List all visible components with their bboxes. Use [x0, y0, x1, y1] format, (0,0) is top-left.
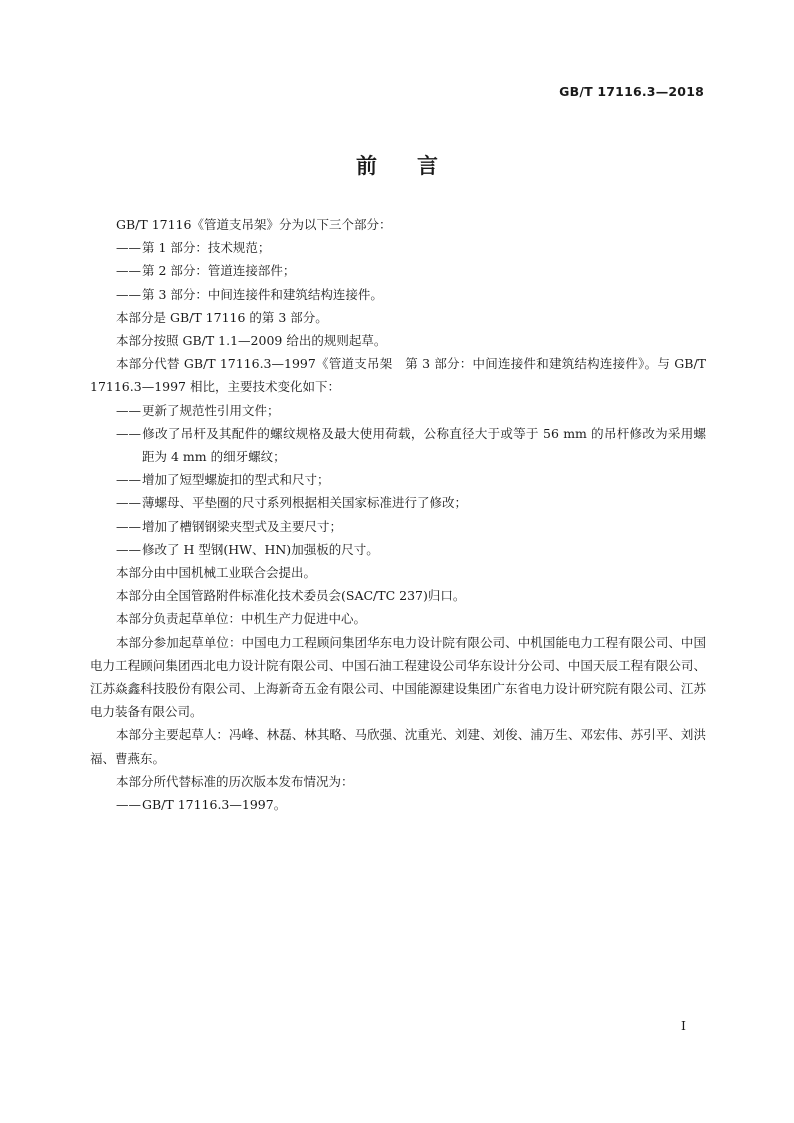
list-dash: ——: [116, 495, 141, 511]
list-dash: ——: [116, 541, 141, 557]
page-title: 前言: [356, 154, 478, 178]
paragraph: 本部分所代替标准的历次版本发布情况为：: [116, 773, 354, 789]
list-dash: ——: [116, 425, 141, 441]
list-item-text: 第 2 部分：管道连接部件；: [142, 263, 296, 279]
list-item-text: 修改了吊杆及其配件的螺纹规格及最大使用荷载，公称直径大于或等于 56 mm 的吊杆修改为采用螺距为 4 mm 的细牙螺纹；: [142, 425, 706, 465]
list-item-text: 修改了 H 型钢(HW、HN)加强板的尺寸。: [142, 541, 379, 557]
list-dash: ——: [116, 240, 141, 256]
list-item: [90, 283, 706, 306]
paragraph: 本部分按照 GB/T 1.1—2009 给出的规则起草。: [116, 333, 387, 349]
list-dash: ——: [116, 263, 141, 279]
paragraph: 本部分由中国机械工业联合会提出。: [116, 565, 317, 581]
page-number: I: [681, 1018, 686, 1033]
list-dash: ——: [116, 797, 141, 813]
list-item: [90, 491, 706, 514]
list-dash: ——: [116, 472, 141, 488]
list-item: [90, 793, 706, 816]
paragraph: GB/T 17116《管道支吊架》分为以下三个部分：: [116, 217, 392, 232]
list-item: [90, 259, 706, 282]
paragraph: 本部分代替 GB/T 17116.3—1997《管道支吊架 第 3 部分：中间连接件和建筑结构连接件》。与 GB/T 17116.3—1997 相比，主要技术变化如下：: [90, 356, 706, 395]
list-dash: ——: [116, 518, 141, 534]
paragraph: 本部分参加起草单位：中国电力工程顾问集团华东电力设计院有限公司、中机国能电力工程有限公司、中国电力工程顾问集团西北电力设计院有限公司、中国石油工程建设公司华东设计分公司、中国天辰工程有限公司、江苏焱鑫科技股份有限公司、上海新奇五金有限公司、中国能源建设集团广东省电力设计研究院有限公司、江苏电力装备有限公司。: [90, 634, 706, 720]
paragraph: 本部分主要起草人：冯峰、林磊、林其略、马欣强、沈重光、刘建、刘俊、浦万生、邓宏伟、苏引平、刘洪福、曹燕东。: [90, 727, 706, 766]
list-item-text: GB/T 17116.3—1997。: [142, 797, 287, 813]
list-item-text: 薄螺母、平垫圈的尺寸系列根据相关国家标准进行了修改；: [142, 495, 468, 511]
paragraph: 本部分由全国管路附件标准化技术委员会(SAC/TC 237)归口。: [116, 588, 466, 604]
list-item-text: 第 3 部分：中间连接件和建筑结构连接件。: [142, 286, 383, 302]
list-item: [90, 422, 706, 468]
standard-code-header: GB/T 17116.3—2018: [559, 84, 704, 99]
list-item-text: 第 1 部分：技术规范；: [142, 240, 271, 256]
list-item-text: 更新了规范性引用文件；: [142, 402, 280, 418]
list-item: [90, 236, 706, 259]
list-item-text: 增加了槽钢钢梁夹型式及主要尺寸；: [142, 518, 343, 534]
document-body: [90, 213, 706, 816]
list-item: [90, 468, 706, 491]
paragraph: 本部分负责起草单位：中机生产力促进中心。: [116, 611, 367, 627]
list-item-text: 增加了短型螺旋扣的型式和尺寸；: [142, 472, 330, 488]
list-item: [90, 515, 706, 538]
paragraph: 本部分是 GB/T 17116 的第 3 部分。: [116, 309, 328, 325]
list-dash: ——: [116, 402, 141, 418]
list-dash: ——: [116, 286, 141, 302]
list-item: [90, 399, 706, 422]
list-item: [90, 538, 706, 561]
